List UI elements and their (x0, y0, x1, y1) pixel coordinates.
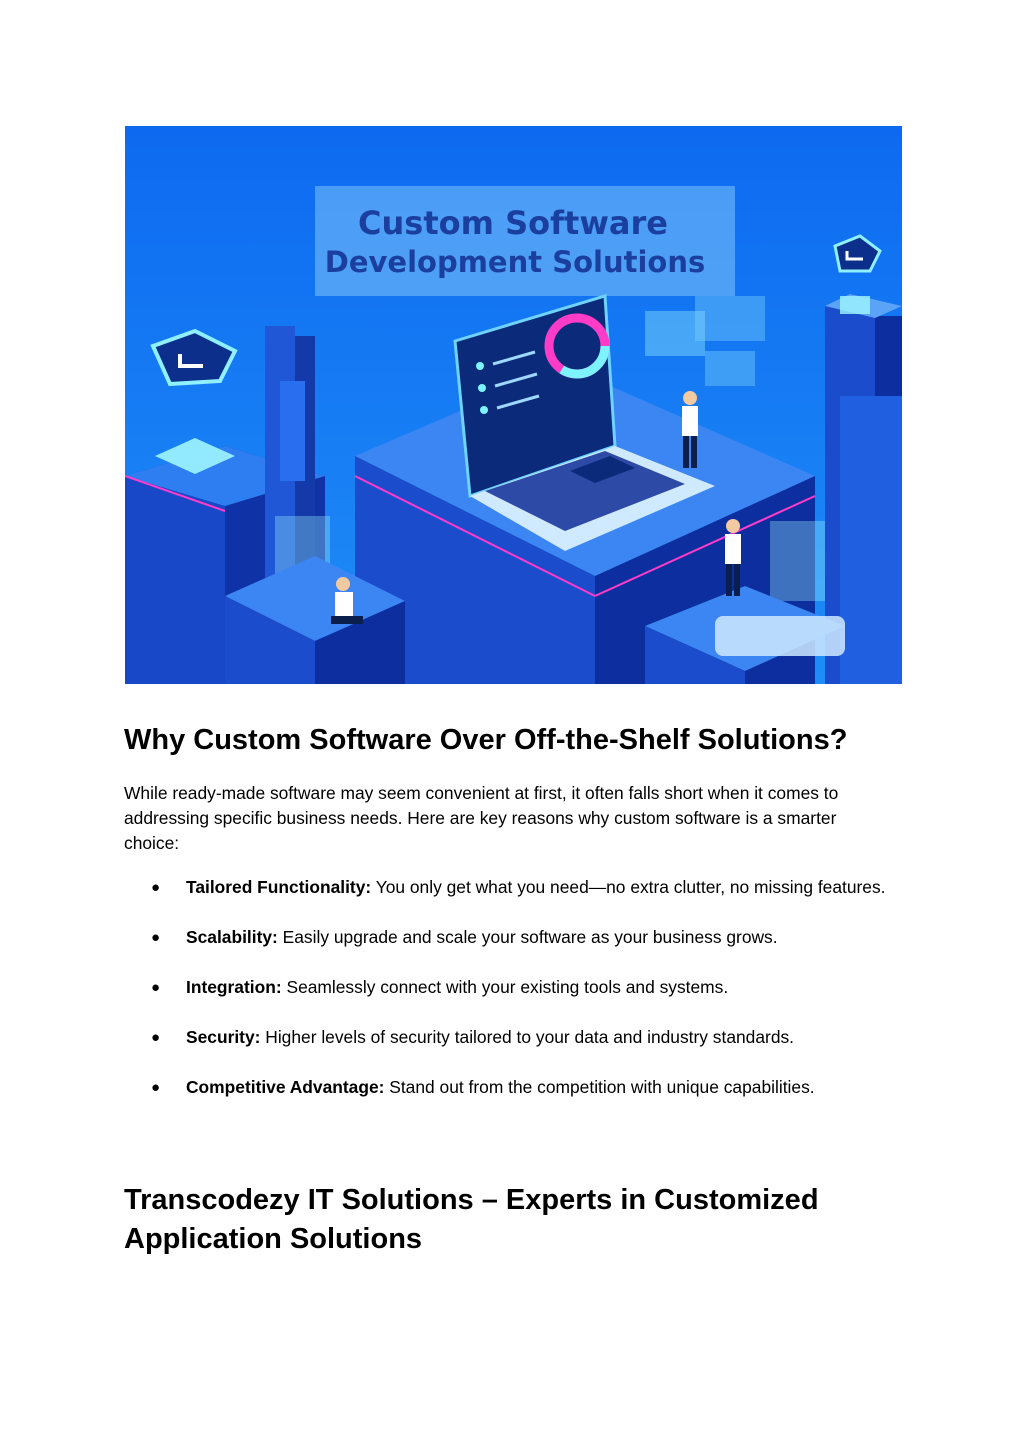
bullet-icon: ● (151, 929, 161, 946)
list-item-term: Competitive Advantage: (186, 1077, 385, 1097)
section-heading-why-custom: Why Custom Software Over Off-the-Shelf Solutions? (124, 724, 848, 756)
bullet-icon: ● (151, 879, 161, 896)
bullet-icon: ● (151, 979, 161, 996)
list-item-term: Security: (186, 1027, 261, 1047)
list-item (124, 1025, 904, 1050)
section-heading-transcodezy: Transcodezy IT Solutions – Experts in Customized Application Solutions (124, 1184, 819, 1255)
intro-paragraph: While ready-made software may seem convenient at first, it often falls short when it comes to addressing specific business needs. Here are key reasons why custom software is a smarter choice: (124, 783, 839, 853)
reasons-list (124, 875, 904, 1125)
list-item (124, 925, 904, 950)
list-item (124, 875, 904, 900)
list-item-text: Seamlessly connect with your existing tools and systems. (281, 977, 729, 997)
list-item (124, 975, 904, 1000)
hero-title-line2: Development Solutions (324, 245, 706, 279)
list-item (124, 1075, 904, 1100)
isometric-software-illustration (125, 126, 902, 684)
list-item-term: Tailored Functionality: (186, 877, 372, 897)
list-item-term: Integration: (186, 977, 282, 997)
bullet-icon: ● (151, 1079, 161, 1096)
bullet-icon: ● (151, 1029, 161, 1046)
list-item-text: Easily upgrade and scale your software as your business grows. (277, 927, 778, 947)
list-item-text: Higher levels of security tailored to your data and industry standards. (260, 1027, 795, 1047)
list-item-text: You only get what you need—no extra clutter, no missing features. (371, 877, 886, 897)
list-item-term: Scalability: (186, 927, 278, 947)
hero-illustration (125, 126, 902, 684)
phone-icon (715, 616, 845, 656)
list-item-text: Stand out from the competition with unique capabilities. (384, 1077, 815, 1097)
hero-title-line1: Custom Software (358, 204, 668, 242)
